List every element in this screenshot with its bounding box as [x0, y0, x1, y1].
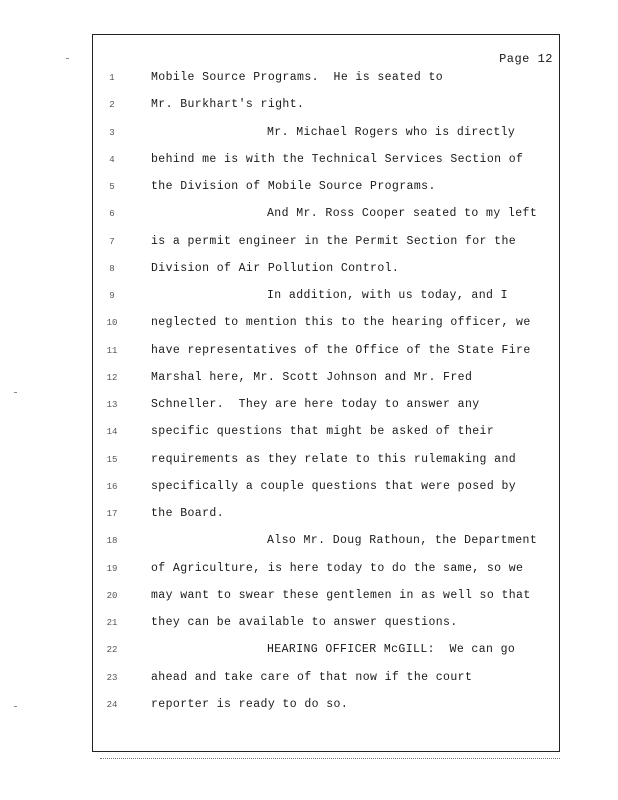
line-number: 5	[109, 182, 115, 192]
line-text: may want to swear these gentlemen in as well so that	[151, 588, 531, 602]
line-number: 16	[106, 481, 118, 492]
line-number: 6	[109, 209, 115, 220]
line-text: Mr. Burkhart's right.	[151, 98, 305, 112]
line-text: ahead and take care of that now if the court	[151, 670, 473, 684]
line-number: 19	[106, 563, 118, 574]
line-text: behind me is with the Technical Services Section of	[151, 152, 524, 166]
line-text: specific questions that might be asked of their	[151, 425, 495, 439]
line-number: 18	[106, 536, 118, 547]
line-number: 24	[106, 699, 118, 710]
line-text: the Division of Mobile Source Programs.	[151, 180, 436, 193]
scan-speck	[14, 706, 17, 707]
line-number: 10	[106, 318, 118, 329]
line-number: 20	[106, 590, 118, 601]
transcript-line	[93, 480, 561, 500]
transcript-line	[93, 235, 561, 255]
transcript-line	[93, 153, 561, 173]
transcript-line	[93, 289, 561, 309]
line-number: 3	[109, 127, 115, 138]
line-text: the Board.	[151, 507, 225, 520]
transcript-line	[93, 589, 561, 609]
transcript-line	[93, 534, 561, 554]
line-text: reporter is ready to do so.	[151, 697, 349, 711]
line-number: 21	[106, 618, 118, 628]
transcript-line	[93, 98, 561, 118]
line-number: 2	[109, 100, 115, 111]
line-text: Schneller. They are here today to answer any	[151, 398, 480, 411]
scan-speck	[14, 392, 17, 393]
line-number: 1	[109, 73, 115, 83]
line-text: Also Mr. Doug Rathoun, the Department	[267, 534, 538, 548]
line-text: Mobile Source Programs. He is seated to	[151, 71, 444, 84]
page-number: Page 12	[499, 52, 553, 66]
transcript-line	[93, 262, 561, 282]
scan-speck	[66, 58, 69, 59]
line-number: 15	[106, 454, 118, 465]
line-text: In addition, with us today, and I	[267, 289, 508, 302]
line-text: Mr. Michael Rogers who is directly	[267, 125, 516, 139]
transcript-line	[93, 671, 561, 691]
line-text: requirements as they relate to this rulemaking and	[151, 452, 517, 466]
line-text: of Agriculture, is here today to do the same, so we	[151, 561, 524, 575]
transcript-line	[93, 316, 561, 336]
line-number: 23	[106, 672, 118, 683]
transcript-line	[93, 126, 561, 146]
transcript-line	[93, 344, 561, 364]
transcript-line	[93, 71, 561, 91]
footer-rule	[100, 758, 560, 763]
transcript-line	[93, 371, 561, 391]
line-number: 12	[106, 372, 118, 383]
transcript-page-frame	[92, 34, 560, 752]
line-number: 8	[109, 263, 115, 274]
line-text: specifically a couple questions that were posed by	[151, 479, 517, 493]
line-text: have representatives of the Office of the State Fire	[151, 343, 531, 357]
line-text: is a permit engineer in the Permit Section for the	[151, 234, 517, 248]
line-text: neglected to mention this to the hearing officer, we	[151, 316, 531, 330]
line-number: 14	[106, 427, 118, 438]
line-text: they can be available to answer questions.	[151, 616, 458, 629]
transcript-line	[93, 398, 561, 418]
transcript-line	[93, 207, 561, 227]
transcript-line	[93, 643, 561, 663]
line-number: 22	[106, 645, 118, 656]
line-number: 7	[109, 236, 115, 247]
transcript-line	[93, 453, 561, 473]
transcript-line	[93, 180, 561, 200]
transcript-line	[93, 507, 561, 527]
line-text: Division of Air Pollution Control.	[151, 261, 400, 275]
line-text: And Mr. Ross Cooper seated to my left	[267, 207, 538, 221]
line-number: 4	[109, 154, 115, 165]
line-text: HEARING OFFICER McGILL: We can go	[267, 643, 516, 657]
transcript-line	[93, 425, 561, 445]
transcript-line	[93, 698, 561, 718]
line-number: 17	[106, 509, 118, 519]
transcript-line	[93, 562, 561, 582]
line-number: 9	[109, 291, 115, 301]
line-text: Marshal here, Mr. Scott Johnson and Mr. Fred	[151, 370, 473, 384]
line-number: 11	[106, 345, 118, 356]
line-number: 13	[106, 400, 118, 410]
transcript-line	[93, 616, 561, 636]
